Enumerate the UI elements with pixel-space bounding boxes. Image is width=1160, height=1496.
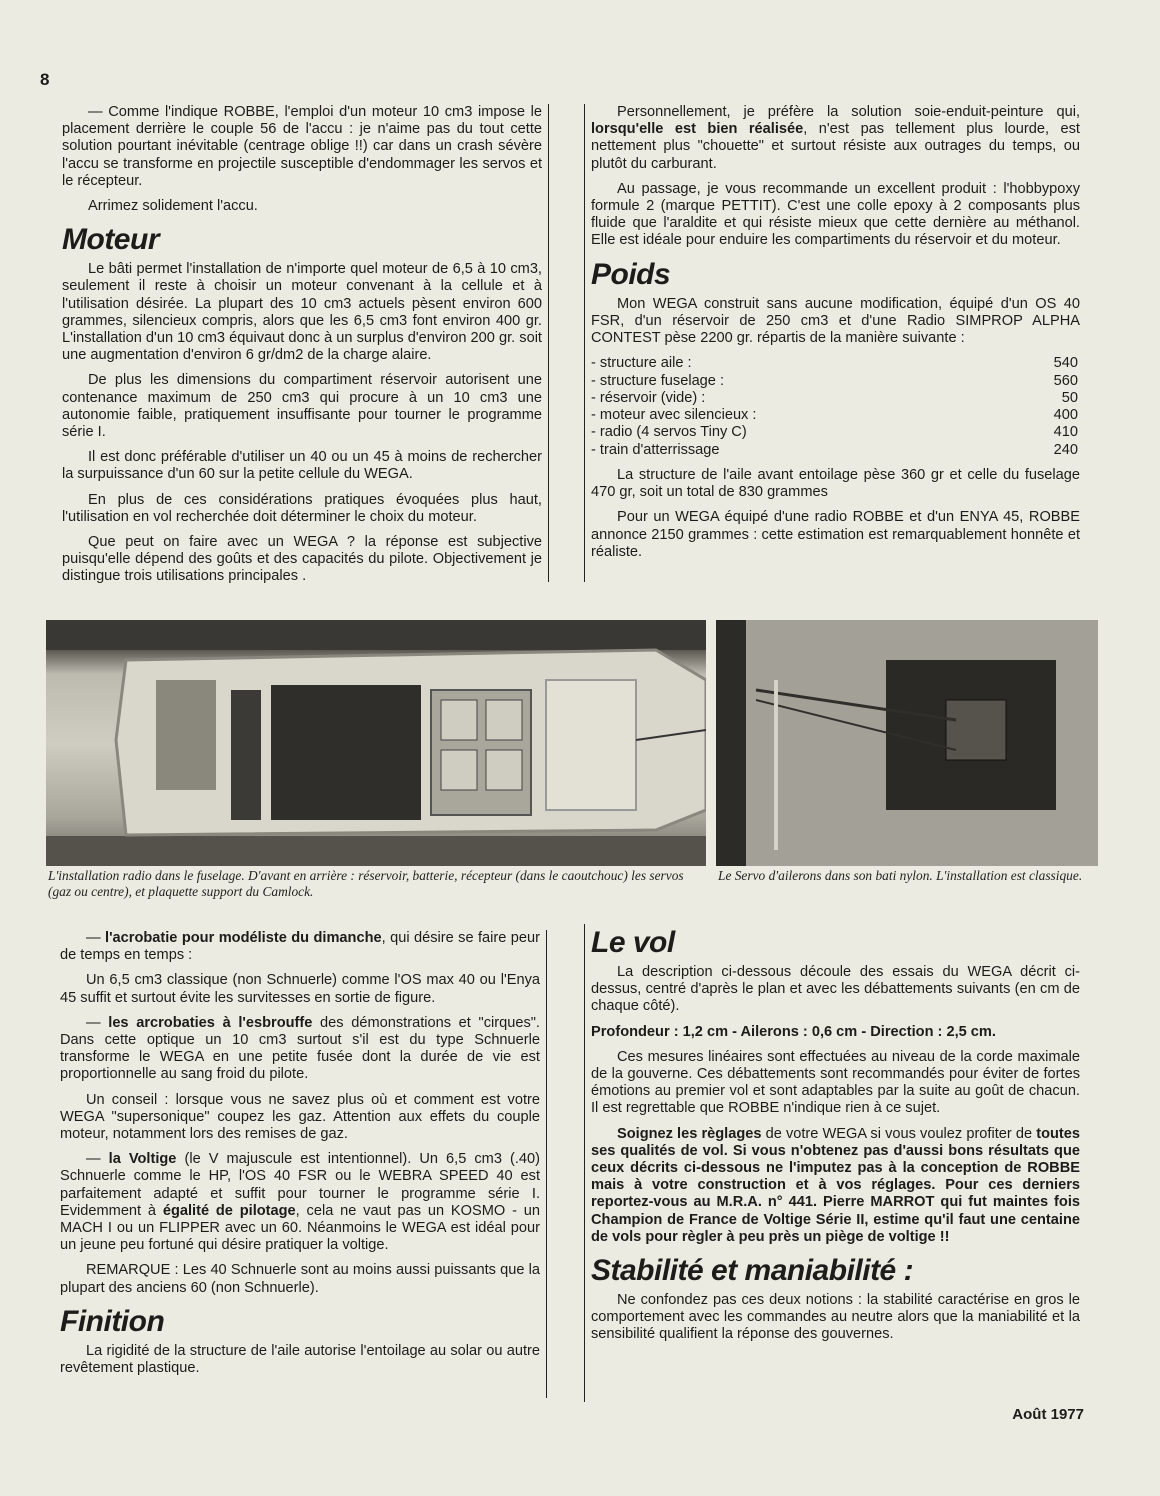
list-item: - train d'atterrissage 240 [591, 441, 1078, 458]
column-top-left [60, 104, 549, 585]
paragraph: Arrimez solidement l'accu. [88, 198, 258, 215]
paragraph: Un 6,5 cm3 classique (non Schnuerle) comme l'OS max 40 ou l'Enya 45 suffit et surtout évite les survitesses en sortie de figure. [60, 972, 540, 1006]
section-heading-finition: Finition [60, 1304, 165, 1338]
paragraph: La rigidité de la structure de l'aile autorise l'entoilage au solar ou autre revêtement plastique. [60, 1342, 540, 1377]
paragraph: REMARQUE : Les 40 Schnuerle sont au moins aussi puissants que la plupart des anciens 60 (non Schnuerle). [60, 1262, 540, 1296]
paragraph: — Comme l'indique ROBBE, l'emploi d'un moteur 10 cm3 impose le placement derrière le couple 56 de l'accu : je n'aime pas du tout cette solution pourtant inévitable (centrage oblige !!) car dans un crash sévère l'accu se transforme en projectile susceptible d'endommager les servos et le récepteur. [62, 104, 542, 189]
paragraph: — l'acrobatie pour modéliste du dimanche, qui désire se faire peur de temps en temps : [60, 930, 540, 964]
paragraph: Ces mesures linéaires sont effectuées au niveau de la corde maximale de la gouverne. Ces débattements sont recommandés pour éviter de fortes émotions au premier vol et sont adaptables par la suite au goût de chacun. Il est regrettable que ROBBE n'indique rien à ce sujet. [591, 1048, 1080, 1117]
paragraph: De plus les dimensions du compartiment réservoir autorisent une contenance maximum de 250 cm3 qui procure à un 10 cm3 une autonomie faible, pratiquement insuffisante pour tourner le programme série I. [62, 372, 542, 441]
paragraph: La structure de l'aile avant entoilage pèse 360 gr et celle du fuselage 470 gr, soit un total de 830 grammes [591, 467, 1080, 501]
photo-aileron-servo [716, 620, 1098, 866]
list-item: - moteur avec silencieux : 400 [591, 407, 1078, 424]
weight-list [591, 355, 1080, 459]
paragraph: Il est donc préférable d'utiliser un 40 ou un 45 à moins de rechercher la surpuissance d'un 60 sur la petite cellule du WEGA. [62, 449, 542, 483]
paragraph: En plus de ces considérations pratiques évoquées plus haut, l'utilisation en vol recherchée doit déterminer le choix du moteur. [62, 491, 542, 525]
section-heading-le-vol: Le vol [591, 926, 675, 959]
page-number: 8 [40, 70, 50, 89]
paragraph: Soignez les règlages de votre WEGA si vous voulez profiter de toutes ses qualités de vol. Si vous n'obtenez pas d'aussi bons résultats que ceux décrits ci-dessous ne l'imputez pas à la conception de ROBBE mais à votre construction et à vos réglages. Pour ces derniers reportez-vous au M.R.A. n° 441. Pierre MARROT qui fut maintes fois Champion de France de Voltige Série II, estime qu'il faut une centaine de vols pour règler à peu près un piège de voltige !! [591, 1125, 1080, 1245]
paragraph: Pour un WEGA équipé d'une radio ROBBE et d'un ENYA 45, ROBBE annonce 2150 grammes : cette estimation est remarquablement honnête et réaliste. [591, 509, 1080, 560]
section-heading-moteur: Moteur [62, 223, 159, 257]
paragraph: Que peut on faire avec un WEGA ? la réponse est subjective puisqu'elle dépend des goûts et des capacités du pilote. Objectivement je distingue trois utilisations principales . [62, 534, 542, 585]
paragraph-deflections: Profondeur : 1,2 cm - Ailerons : 0,6 cm - Direction : 2,5 cm. [591, 1023, 996, 1040]
fuselage-photo-image [46, 620, 706, 866]
column-top-right [584, 104, 1080, 582]
photo-caption-main: L'installation radio dans le fuselage. D'avant en arrière : réservoir, batterie, récepteur (dans le caoutchouc) les servos (gaz ou centre), et plaquette support du Camlock. [48, 868, 684, 899]
paragraph: Le bâti permet l'installation de n'importe quel moteur de 6,5 à 10 cm3, seulement il reste à choisir un moteur convenant à la cellule et à l'utilisation désirée. La plupart des 10 cm3 actuels pèsent environ 600 grammes, silencieux compris, alors que les 6,5 cm3 font environ 400 gr. L'installation d'un 10 cm3 équivaut donc à un surplus d'environ 200 gr. soit une augmentation d'environ 6 gr/dm2 de la charge alaire. [62, 261, 542, 364]
list-item: - structure fuselage : 560 [591, 372, 1078, 389]
column-bottom-right [584, 924, 1080, 1402]
column-bottom-left [60, 930, 547, 1398]
paragraph: — les arcrobaties à l'esbrouffe des démonstrations et "cirques". Dans cette optique un 10 cm3 surtout s'il est du type Schnuerle transforme le WEGA en une petite fusée dont la durée de vie est proportionnelle au sang froid du pilote. [60, 1014, 540, 1083]
section-heading-stabilite: Stabilité et maniabilité : [591, 1254, 914, 1288]
list-item: - structure aile : 540 [591, 355, 1078, 372]
paragraph: Ne confondez pas ces deux notions : la stabilité caractérise en gros le comportement avec les commandes au neutre alors que la maniabilité et la sensibilité qualifient la réponse des gouvernes. [591, 1292, 1080, 1343]
paragraph: Au passage, je vous recommande un excellent produit : l'hobbypoxy formule 2 (marque PETTIT). C'est une colle epoxy à 2 composants plus fluide que l'araldite et qui résiste mieux que cette dernière au méthanol. Elle est idéale pour enduire les compartiments du réservoir et du moteur. [591, 180, 1080, 249]
paragraph: — la Voltige (le V majuscule est intentionnel). Un 6,5 cm3 (.40) Schnuerle comme le HP, l'OS 40 FSR ou le WEBRA SPEED 40 est parfaitement adapté et suffit pour tourner le programme série I. Evidemment à égalité de pilotage, cela ne vaut pas un KOSMO - un MACH I ou un FLIPPER avec un 60. Néanmoins le WEGA est idéal pour un jeune peu fortuné qui désire pratiquer la voltige. [60, 1151, 540, 1254]
paragraph: Mon WEGA construit sans aucune modification, équipé d'un OS 40 FSR, d'un réservoir de 250 cm3 et d'une Radio SIMPROP ALPHA CONTEST pèse 2200 gr. répartis de la manière suivante : [591, 295, 1080, 347]
photo-caption-side: Le Servo d'ailerons dans son bati nylon. L'installation est classique. [718, 868, 1083, 883]
paragraph: Personnellement, je préfère la solution soie-enduit-peinture qui, lorsqu'elle est bien réalisée, n'est pas tellement plus lourde, est nettement plus "chouette" et surtout résiste aux outrages du temps, ou plutôt du carburant. [591, 104, 1080, 172]
paragraph: La description ci-dessous découle des essais du WEGA décrit ci-dessus, centré d'après le plan et avec les débattements suivants (en cm de chaque côté). [591, 964, 1080, 1015]
list-item: - réservoir (vide) : 50 [591, 389, 1078, 406]
paragraph: Un conseil : lorsque vous ne savez plus où et comment est votre WEGA "supersonique" coupez les gaz. Attention aux effets du couple moteur, notamment lors des remises de gaz. [60, 1091, 540, 1143]
list-item: - radio (4 servos Tiny C) 410 [591, 424, 1078, 441]
servo-photo-image [716, 620, 1098, 866]
section-heading-poids: Poids [591, 257, 671, 291]
issue-date-footer: Août 1977 [1012, 1406, 1084, 1423]
photo-radio-installation [46, 620, 706, 866]
